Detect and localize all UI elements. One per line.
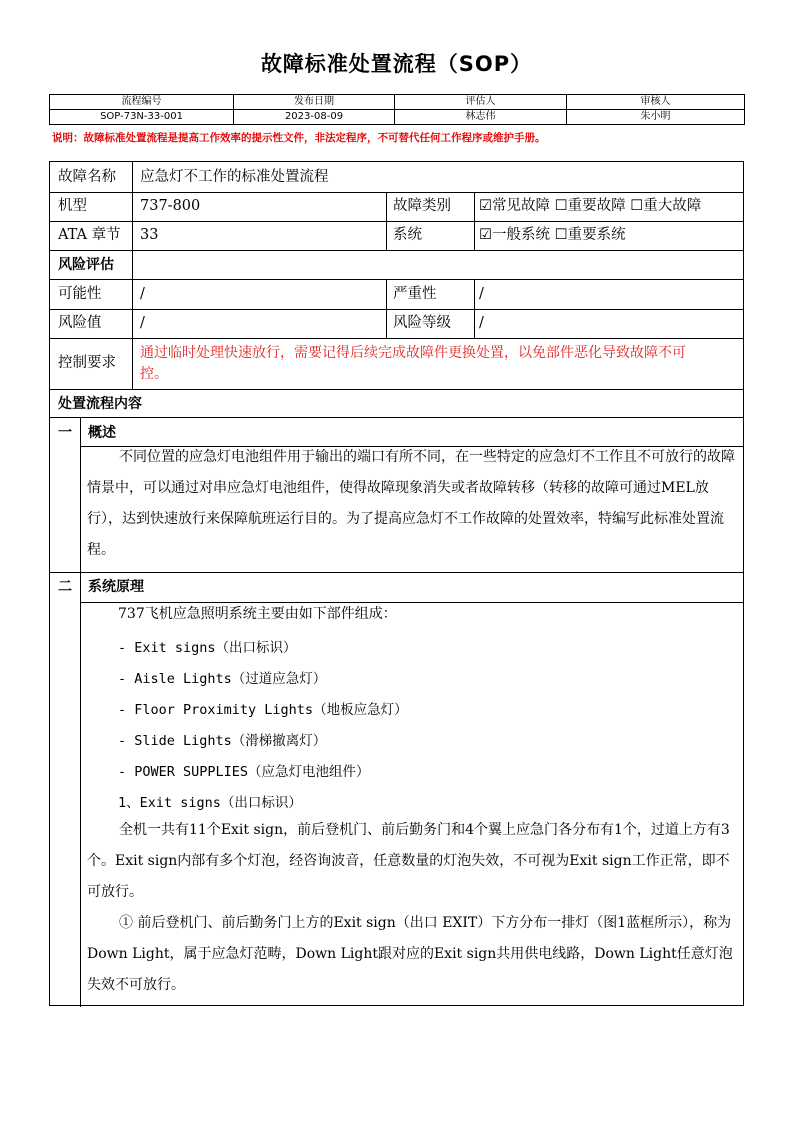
- section-1-text: 不同位置的应急灯电池组件用于输出的端口有所不同，在一些特定的应急灯不工作且不可放行的故障情景中，可以通过对串应急灯电池组件，使得故障现象消失或者故障转移（转移的故障可通过MEL放行），达到快速放行来保障航班运行目的。为了提高应急灯不工作故障的处置效率，特编写此标准处置流程。: [87, 449, 735, 558]
- meta-header-date: 发布日期: [234, 95, 395, 110]
- col-divider: [80, 417, 81, 1007]
- category-label: 故障类别: [393, 198, 451, 214]
- row-divider: [50, 309, 743, 310]
- row-divider: [80, 602, 743, 603]
- severity-label: 严重性: [393, 286, 437, 302]
- component-item: - Slide Lights（滑梯撤离灯）: [118, 733, 327, 749]
- row-divider: [50, 250, 743, 251]
- fault-name-value: 应急灯不工作的标准处置流程: [140, 169, 329, 185]
- fault-name-label: 故障名称: [58, 169, 116, 185]
- meta-assessor: 林志伟: [395, 110, 567, 125]
- meta-header-reviewer: 审核人: [567, 95, 745, 110]
- section-2-number: 二: [58, 579, 72, 595]
- row-divider: [50, 572, 743, 573]
- notice-text: 说明：故障标准处置流程是提高工作效率的提示性文件，非法定程序，不可替代任何工作程序或维护手册。: [52, 132, 546, 144]
- component-item: - POWER SUPPLIES（应急灯电池组件）: [118, 764, 370, 780]
- ata-label: ATA 章节: [58, 227, 121, 243]
- row-divider: [50, 417, 743, 418]
- subsection-1-point: ① 前后登机门、前后勤务门上方的Exit sign（出口 EXIT）下方分布一排灯（图1蓝框所示），称为Down Light，属于应急灯范畴，Down Light跟对应的Exit sign共用供电线路，Down Light任意灯泡失效不可放行。: [87, 915, 733, 993]
- meta-date: 2023-08-09: [234, 110, 395, 125]
- meta-code: SOP-73N-33-001: [50, 110, 234, 125]
- section-1-body: [87, 442, 739, 566]
- meta-header-row: [50, 95, 745, 110]
- possibility-label: 可能性: [58, 286, 102, 302]
- component-item: - Floor Proximity Lights（地板应急灯）: [118, 702, 408, 718]
- process-header: 处置流程内容: [58, 396, 142, 412]
- possibility-value: /: [140, 286, 145, 302]
- meta-value-row: [50, 110, 745, 125]
- control-line-2: 控。: [140, 366, 168, 382]
- col-divider: [132, 162, 133, 389]
- risk-level-label: 风险等级: [393, 315, 451, 331]
- model-value: 737-800: [140, 198, 201, 214]
- section-1-number: 一: [58, 425, 72, 441]
- control-label: 控制要求: [58, 355, 116, 371]
- row-divider: [50, 389, 743, 390]
- col-divider: [474, 192, 475, 221]
- system-label: 系统: [393, 227, 422, 243]
- severity-value: /: [479, 286, 484, 302]
- section-1-title: 概述: [88, 425, 116, 441]
- section-2-title: 系统原理: [88, 579, 144, 595]
- col-divider: [474, 221, 475, 250]
- col-divider: [386, 279, 387, 338]
- subsection-1-body: [87, 815, 739, 1001]
- risk-value-label: 风险值: [58, 315, 102, 331]
- section-2-intro: 737飞机应急照明系统主要由如下部件组成：: [118, 606, 397, 622]
- row-divider: [50, 192, 743, 193]
- sop-form: [49, 161, 744, 1006]
- risk-header: 风险评估: [58, 257, 114, 273]
- document-title: 故障标准处置流程（SOP）: [260, 52, 533, 76]
- row-divider: [50, 338, 743, 339]
- col-divider: [386, 221, 387, 250]
- meta-table: [49, 94, 745, 125]
- row-divider: [50, 279, 743, 280]
- component-item: - Aisle Lights（过道应急灯）: [118, 671, 327, 687]
- model-label: 机型: [58, 198, 87, 214]
- system-options: ☑一般系统 ☐重要系统: [479, 227, 626, 243]
- meta-reviewer: 朱小明: [567, 110, 745, 125]
- col-divider: [386, 192, 387, 221]
- control-line-1: 通过临时处理快速放行，需要记得后续完成故障件更换处置，以免部件恶化导致故障不可: [140, 345, 686, 361]
- col-divider: [474, 279, 475, 338]
- component-item: - Exit signs（出口标识）: [118, 640, 297, 656]
- row-divider: [50, 221, 743, 222]
- meta-header-code: 流程编号: [50, 95, 234, 110]
- meta-header-assessor: 评估人: [395, 95, 567, 110]
- risk-level-value: /: [479, 315, 484, 331]
- subsection-1-title: 1、Exit signs（出口标识）: [118, 795, 302, 811]
- risk-value: /: [140, 315, 145, 331]
- ata-value: 33: [140, 227, 159, 243]
- subsection-1-text: 全机一共有11个Exit sign，前后登机门、前后勤务门和4个翼上应急门各分布有1个，过道上方有3个。Exit sign内部有多个灯泡，经咨询波音，任意数量的灯泡失效，不可视为Exit sign工作正常，即不可放行。: [87, 822, 730, 900]
- category-options: ☑常见故障 ☐重要故障 ☐重大故障: [479, 198, 702, 214]
